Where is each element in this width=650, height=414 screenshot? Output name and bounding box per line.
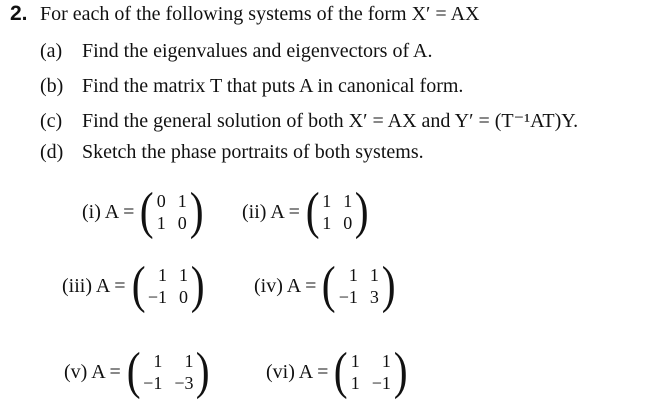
part-text: Sketch the phase portraits of both systems. xyxy=(82,141,424,163)
problem-number: 2. xyxy=(10,2,28,25)
matrix-entry: 1 xyxy=(156,213,166,233)
left-paren: ( xyxy=(322,257,337,314)
matrix-entry: 1 xyxy=(179,265,188,285)
matrix-entries xyxy=(351,350,391,394)
matrix-entry: −1 xyxy=(143,373,163,393)
matrix-entry: 3 xyxy=(369,287,379,307)
matrix-label: (iii) A = xyxy=(62,274,126,297)
matrix-label: (i) A = xyxy=(82,200,135,223)
part-label: (a) xyxy=(40,40,63,62)
matrix-entry: 1 xyxy=(369,265,379,285)
matrix-entry: 1 xyxy=(381,351,391,371)
matrix-label: (vi) A = xyxy=(266,360,329,383)
right-paren: ) xyxy=(393,343,408,400)
matrix-i xyxy=(82,183,205,240)
right-paren: ) xyxy=(355,183,369,240)
matrix-entry: 1 xyxy=(350,373,360,393)
part-label: (c) xyxy=(40,110,63,132)
matrix-entry: 1 xyxy=(348,265,358,285)
matrix-entry: −1 xyxy=(147,287,167,307)
left-paren: ( xyxy=(305,183,320,240)
matrix-iv xyxy=(254,257,397,314)
matrix-entry: 0 xyxy=(177,213,187,233)
problem-intro: For each of the following systems of the form X′ = AX xyxy=(40,3,480,25)
matrix-entry: −1 xyxy=(371,373,391,393)
matrix-iii xyxy=(62,257,206,314)
matrix-entry: 0 xyxy=(179,287,188,307)
part-text: Find the eigenvalues and eigenvectors of A. xyxy=(82,40,433,62)
right-paren: ) xyxy=(381,257,396,314)
matrix-entries xyxy=(157,190,187,234)
matrix-entry: 1 xyxy=(158,265,167,285)
matrix-entries xyxy=(148,264,188,308)
right-paren: ) xyxy=(189,183,204,240)
matrix-vi xyxy=(266,343,409,400)
part-label: (b) xyxy=(40,75,64,97)
matrix-ii xyxy=(242,183,371,240)
left-paren: ( xyxy=(334,343,349,400)
right-paren: ) xyxy=(196,343,211,400)
matrix-entry: 1 xyxy=(350,351,360,371)
matrix-entry: −3 xyxy=(174,373,194,393)
part-label: (d) xyxy=(40,141,64,163)
part-b xyxy=(40,75,463,98)
left-paren: ( xyxy=(131,257,146,314)
matrix-label: (iv) A = xyxy=(254,274,317,297)
matrix-entry: 1 xyxy=(177,191,187,211)
matrix-entry: 1 xyxy=(184,351,194,371)
left-paren: ( xyxy=(126,343,141,400)
matrix-entry: 1 xyxy=(322,191,332,211)
left-paren: ( xyxy=(140,183,155,240)
matrix-v xyxy=(64,343,212,400)
matrix-entry: 1 xyxy=(153,351,163,371)
right-paren: ) xyxy=(190,257,205,314)
part-c xyxy=(40,108,578,133)
part-text: Find the general solution of both X′ = AX and Y′ = (T⁻¹AT)Y. xyxy=(82,110,579,132)
part-d xyxy=(40,141,424,164)
matrix-entries xyxy=(339,264,379,308)
matrix-entry: 1 xyxy=(343,191,353,211)
matrix-label: (v) A = xyxy=(64,360,121,383)
matrix-label: (ii) A = xyxy=(242,200,300,223)
matrix-entry: −1 xyxy=(338,287,358,307)
matrix-entry: 0 xyxy=(343,213,353,233)
part-text: Find the matrix T that puts A in canonical form. xyxy=(82,75,464,97)
part-a xyxy=(40,40,432,63)
matrix-entry: 1 xyxy=(322,213,332,233)
matrix-entries xyxy=(143,350,193,394)
matrix-entry: 0 xyxy=(156,191,166,211)
matrix-entries xyxy=(322,190,352,234)
